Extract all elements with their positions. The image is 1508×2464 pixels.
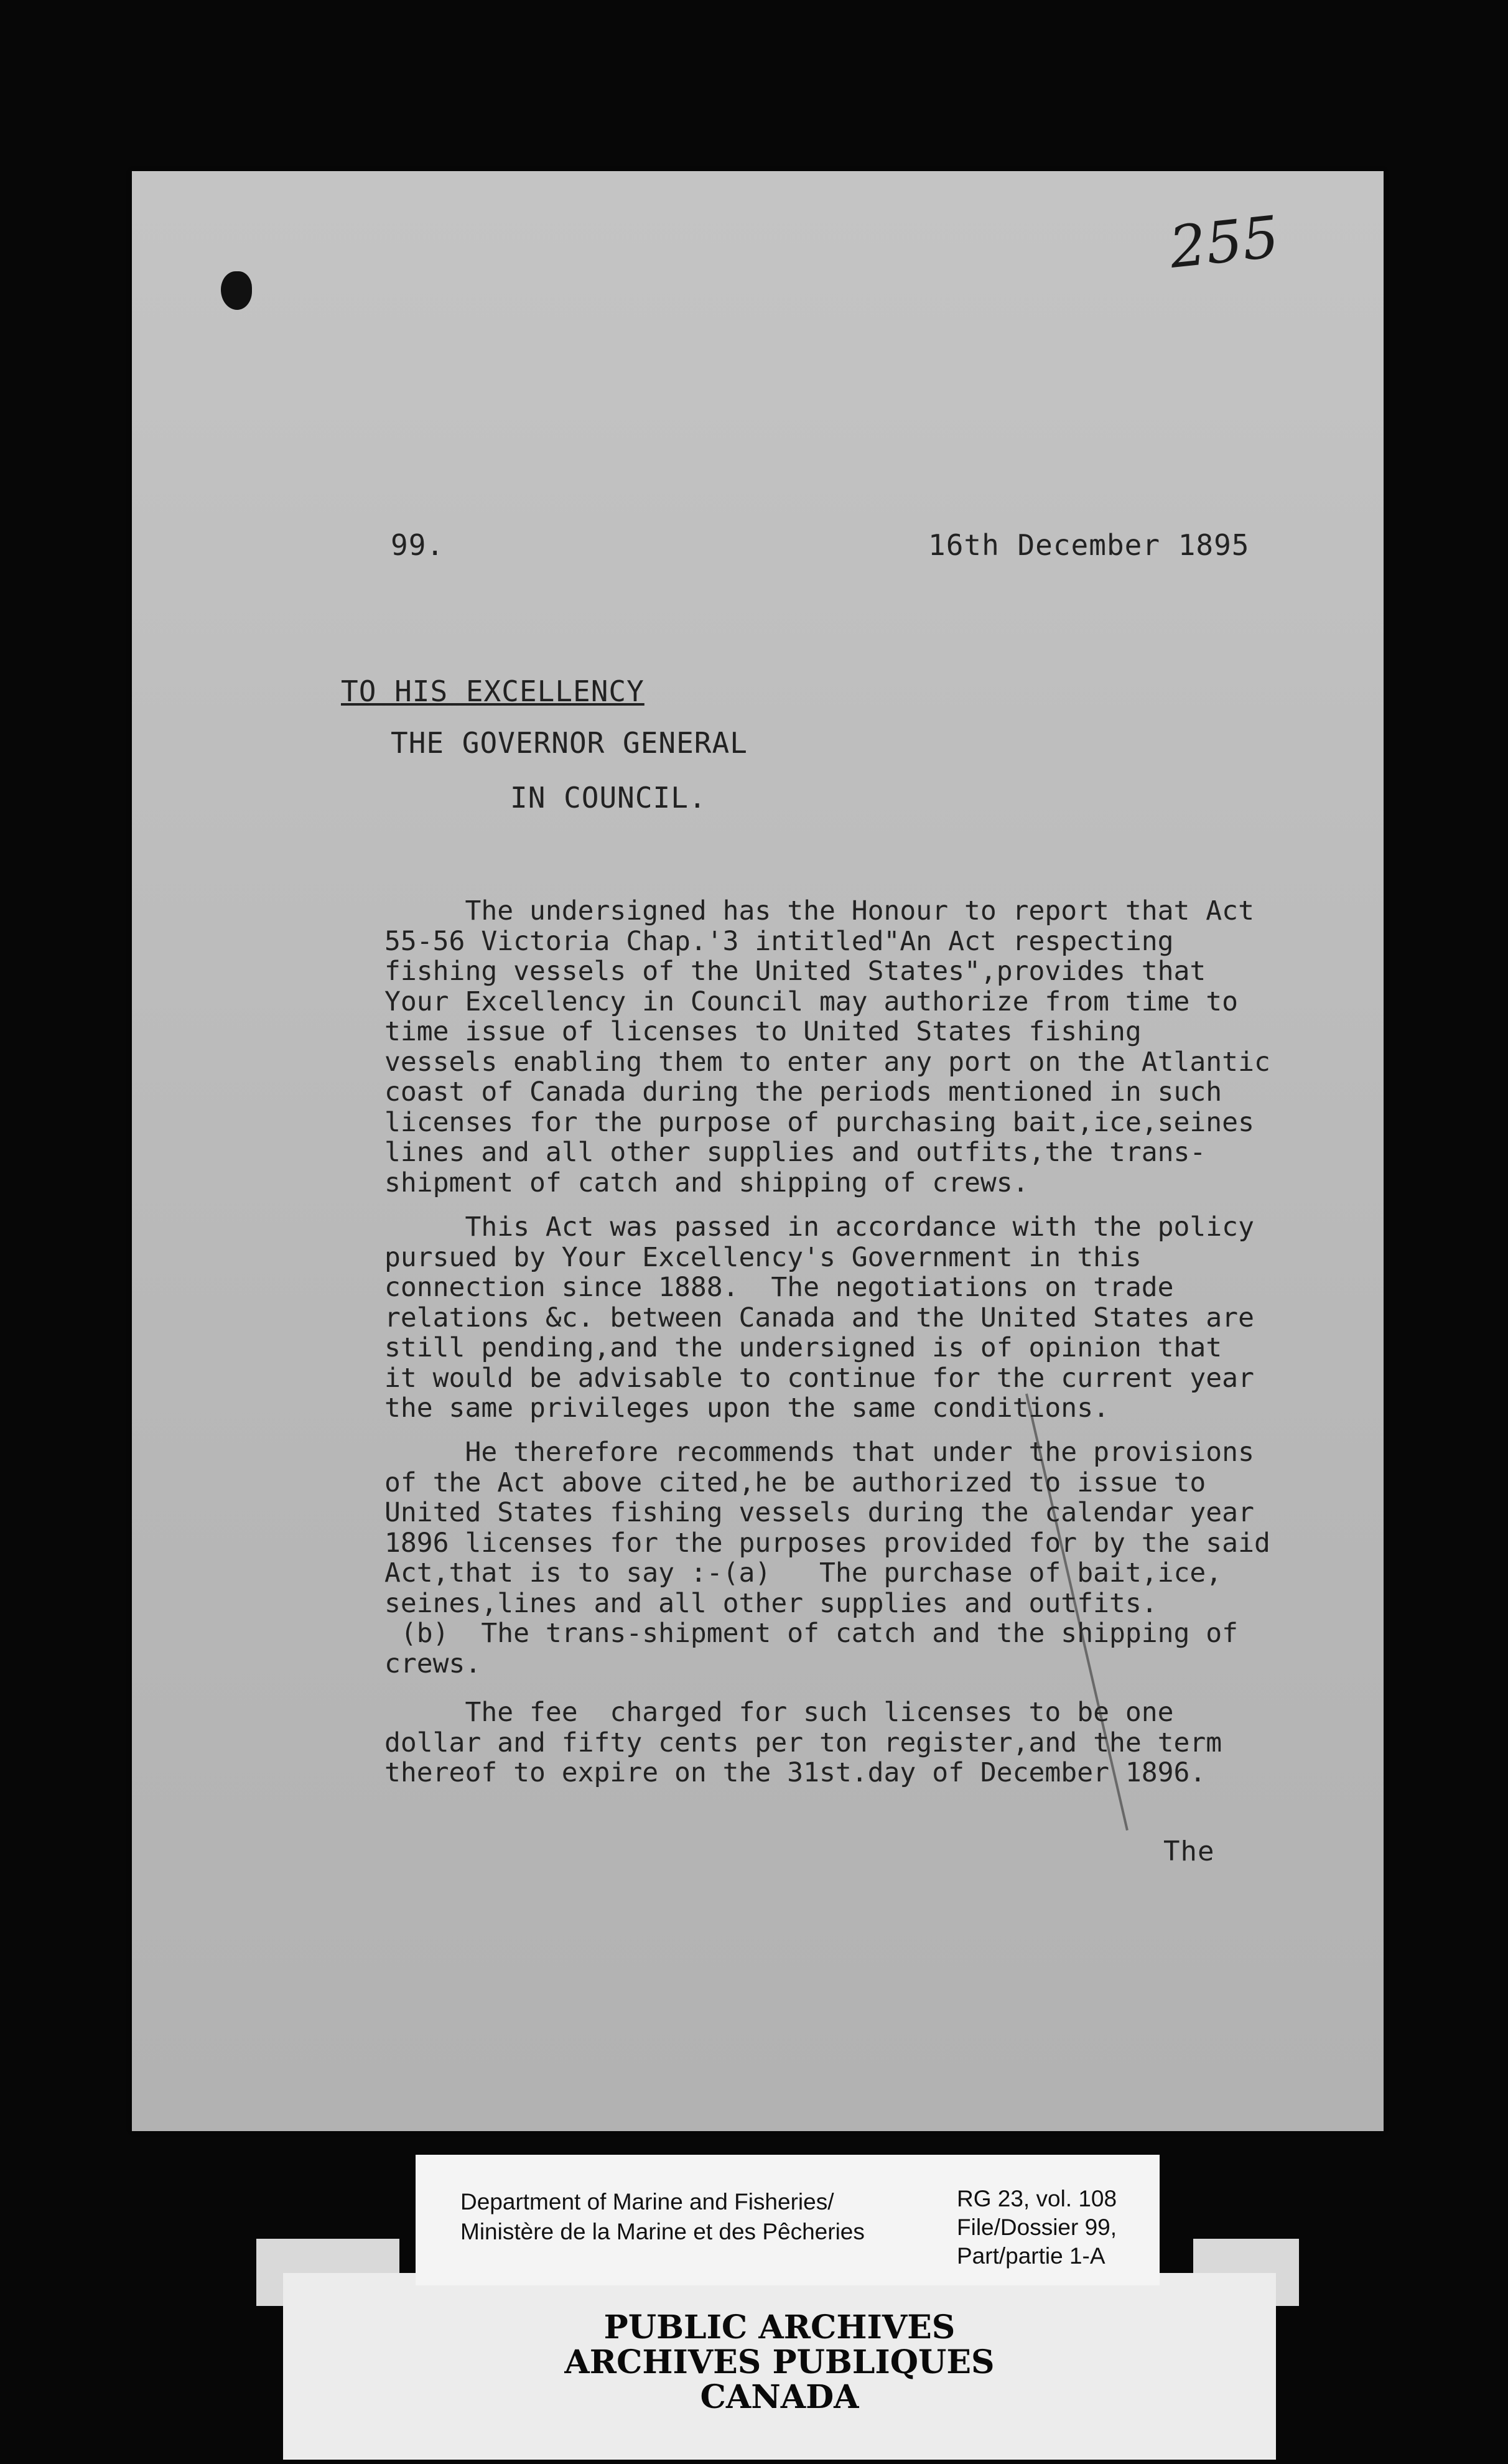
- department-label: Department of Marine and Fisheries/ Ministère de la Marine et des Pêcheries: [460, 2189, 865, 2244]
- handwritten-page-number: 255: [1166, 203, 1282, 281]
- archives-stamp: PUBLIC ARCHIVES ARCHIVES PUBLIQUES CANADA: [564, 2308, 995, 2416]
- letter-date: 16th December 1895: [928, 528, 1250, 562]
- paragraph-2: This Act was passed in accordance with the policy pursued by Your Excellency's Government in this connection since 1888. The negotiations on trade relations &c. between Canada and the United States are still pending,and the undersigned is of opinion that it would be advisable to continue for the current year the same privileges upon the same conditions.: [384, 1211, 1254, 1424]
- archives-stamp-strip: [283, 2273, 1276, 2460]
- catchword: The: [1163, 1836, 1215, 1867]
- reference-label: RG 23, vol. 108 File/Dossier 99, Part/partie 1-A: [957, 2186, 1117, 2269]
- address-line-3: IN COUNCIL.: [510, 781, 707, 814]
- punch-hole: [221, 271, 252, 310]
- archive-label: [416, 2155, 1160, 2285]
- reference-number: 99.: [391, 528, 445, 562]
- paragraph-3: He therefore recommends that under the provisions of the Act above cited,he be authorized to issue to United States fishing vessels during the calendar year 1896 licenses for the purposes provided for by the said Act,that is to say :-(a) The purchase of bait,ice, seines,lines and all other supplies and outfits. (b) The trans-shipment of catch and the shipping of crews.: [384, 1437, 1270, 1679]
- paragraph-4: The fee charged for such licenses to be one dollar and fifty cents per ton register,and the term thereof to expire on the 31st.day of December 1896.: [384, 1697, 1222, 1788]
- paragraph-1: The undersigned has the Honour to report that Act 55-56 Victoria Chap.'3 intitled"An Act respecting fishing vessels of the United States",provides that Your Excellency in Council may authorize from time to time issue of licenses to United States fishing vessels enabling them to enter any port on the Atlantic coast of Canada during the periods mentioned in such licenses for the purpose of purchasing bait,ice,seines lines and all other supplies and outfits,the trans- shipment of catch and shipping of crews.: [384, 895, 1270, 1198]
- address-line-1: TO HIS EXCELLENCY: [341, 674, 645, 708]
- address-line-2: THE GOVERNOR GENERAL: [391, 726, 748, 760]
